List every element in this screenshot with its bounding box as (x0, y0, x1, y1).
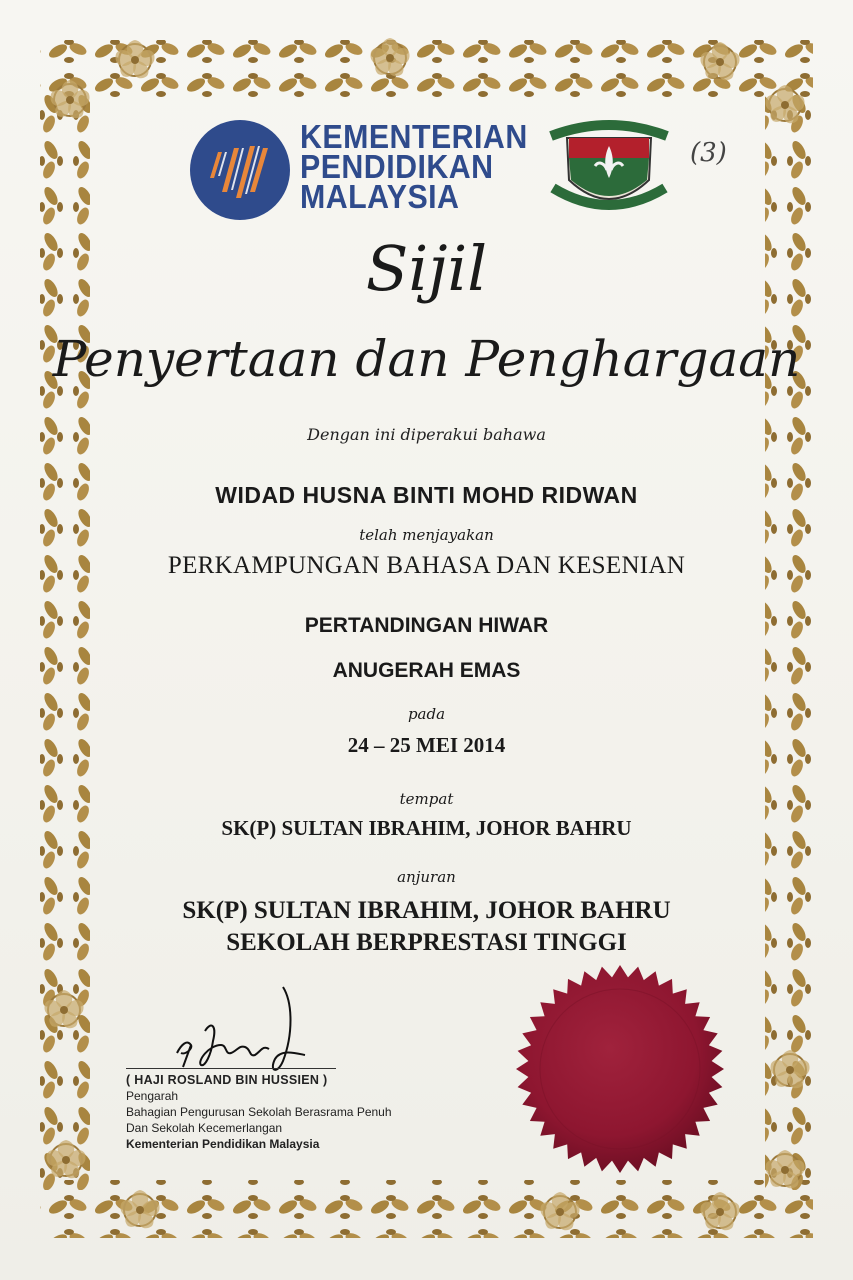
certificate-subtitle: Penyertaan dan Penghargaan (52, 330, 801, 388)
signatory-division-line-1: Bahagian Pengurusan Sekolah Berasrama Penuh (126, 1105, 392, 1119)
signatory-name: ( HAJI ROSLAND BIN HUSSIEN ) (126, 1073, 328, 1087)
award-name: ANUGERAH EMAS (332, 659, 521, 682)
signatory-division-line-2: Dan Sekolah Kecemerlangan (126, 1121, 283, 1135)
school-crest-icon (545, 118, 673, 218)
red-seal-icon (514, 963, 726, 1175)
ministry-name (300, 118, 528, 215)
competition-name: PERTANDINGAN HIWAR (304, 614, 549, 637)
event-venue: SK(P) SULTAN IBRAHIM, JOHOR BAHRU (221, 816, 632, 840)
ministry-name-line-3: MALAYSIA (300, 178, 460, 215)
organizer-line-1: SK(P) SULTAN IBRAHIM, JOHOR BAHRU (182, 897, 671, 924)
signatory-organization: Kementerian Pendidikan Malaysia (126, 1137, 320, 1151)
telah-line: telah menjayakan (359, 526, 494, 544)
pada-label: pada (407, 705, 446, 723)
certificate-title: Sijil (365, 232, 488, 305)
handwritten-note: (3) (690, 138, 727, 168)
awardee-name: WIDAD HUSNA BINTI MOHD RIDWAN (215, 482, 638, 508)
signature-line (126, 1068, 336, 1069)
ministry-name-line-2: PENDIDIKAN (300, 148, 494, 185)
programme-name: PERKAMPUNGAN BAHASA DAN KESENIAN (167, 552, 686, 579)
certify-line: Dengan ini diperakui bahawa (307, 425, 546, 444)
organizer-line-2: SEKOLAH BERPRESTASI TINGGI (226, 929, 627, 956)
anjuran-label: anjuran (397, 868, 456, 886)
event-date: 24 – 25 MEI 2014 (347, 733, 506, 757)
ministry-stripes-emblem-icon (188, 118, 292, 222)
ministry-name-line-1: KEMENTERIAN (300, 118, 528, 155)
signatory-block (126, 1072, 392, 1152)
signatory-position: Pengarah (126, 1089, 179, 1103)
tempat-label: tempat (399, 790, 454, 808)
